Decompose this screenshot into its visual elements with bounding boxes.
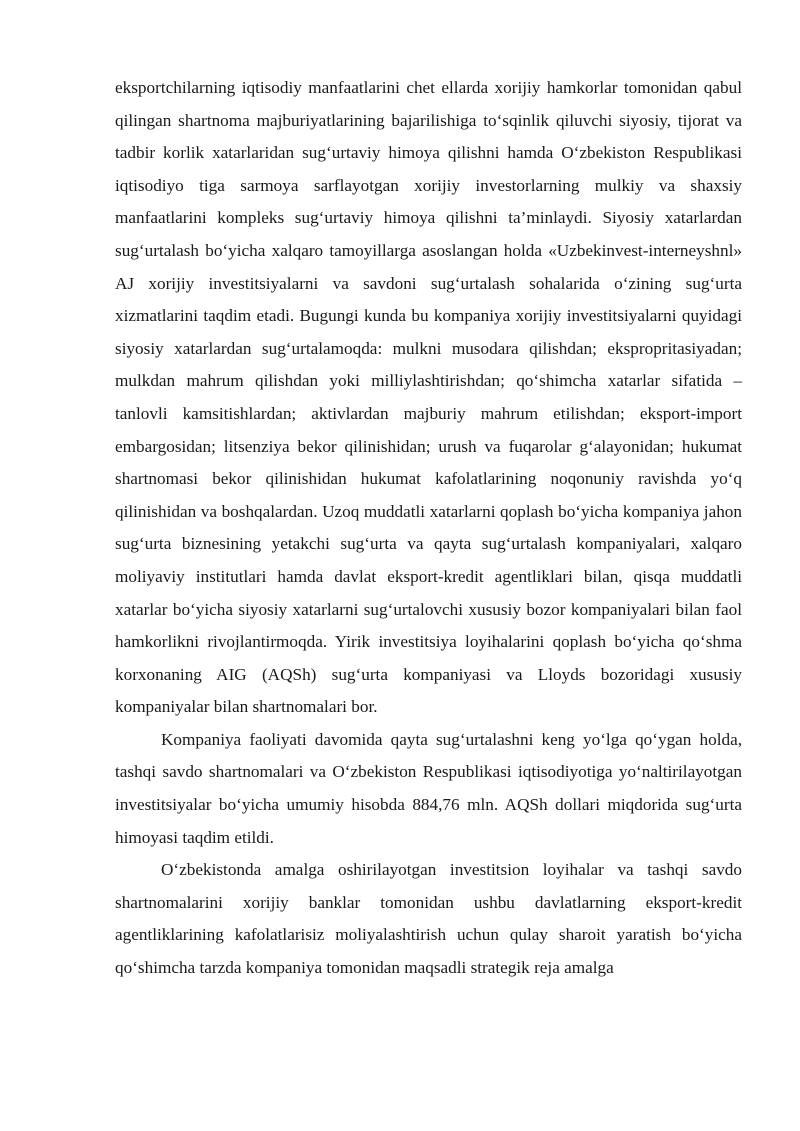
document-page xyxy=(115,72,742,985)
paragraph-3: O‘zbekistonda amalga oshirilayotgan investitsion loyihalar va tashqi savdo shartnomalarini xorijiy banklar tomonidan ushbu davlatlarning eksport-kredit agentliklarining kafolatlarisiz moliyalashtirish uchun qulay sharoit yaratish bo‘yicha qo‘shimcha tarzda kompaniya tomonidan maqsadli strategik reja amalga xyxy=(115,860,742,978)
paragraph-1: eksportchilarning iqtisodiy manfaatlarini chet ellarda xorijiy hamkorlar tomonidan qabul qilingan shartnoma majburiyatlarining bajarilishiga to‘sqinlik qiluvchi siyosiy, tijorat va tadbir korlik xatarlaridan sug‘urtaviy himoya qilishni hamda O‘zbekiston Respublikasi iqtisodiyo tiga sarmoya sarflayotgan xorijiy investorlarning mulkiy va shaxsiy manfaatlarini kompleks sug‘urtaviy himoya qilishni ta’minlaydi. Siyosiy xatarlardan sug‘urtalash bo‘yicha xalqaro tamoyillarga asoslangan holda «Uzbekinvest-interneyshnl» AJ xorijiy investitsiyalarni va savdoni sug‘urtalash sohalarida o‘zining sug‘urta xizmatlarini taqdim etadi. Bugungi kunda bu kompaniya xorijiy investitsiyalarni quyidagi siyosiy xatarlardan sug‘urtalamoqda: mulkni musodara qilishdan; ekspropritasiyadan; mulkdan mahrum qilishdan yoki milliylashtirishdan; qo‘shimcha xatarlar sifatida – tanlovli kamsitishlardan; aktivlardan majburiy mahrum etilishdan; eksport-import embargosidan; litsenziya bekor qilinishidan; urush va fuqarolar g‘alayonidan; hukumat shartnomasi bekor qilinishidan hukumat kafolatlarining noqonuniy ravishda yo‘q qilinishidan va boshqalardan. Uzoq muddatli xatarlarni qoplash bo‘yicha kompaniya jahon sug‘urta biznesining yetakchi sug‘urta va qayta sug‘urtalash kompaniyalari, xalqaro moliyaviy institutlari hamda davlat eksport-kredit agentliklari bilan, qisqa muddatli xatarlar bo‘yicha siyosiy xatarlarni sug‘urtalovchi xususiy bozor kompaniyalari bilan faol hamkorlikni rivojlantirmoqda. Yirik investitsiya loyihalarini qoplash bo‘yicha qo‘shma korxonaning AIG (AQSh) sug‘urta kompaniyasi va Lloyds bozoridagi xususiy kompaniyalar bilan shartnomalari bor. xyxy=(115,78,742,717)
paragraph-2: Kompaniya faoliyati davomida qayta sug‘urtalashni keng yo‘lga qo‘ygan holda, tashqi savdo shartnomalari va O‘zbekiston Respublikasi iqtisodiyotiga yo‘naltirilayotgan investitsiyalar bo‘yicha umumiy hisobda 884,76 mln. AQSh dollari miqdorida sug‘urta himoyasi taqdim etildi. xyxy=(115,729,742,847)
